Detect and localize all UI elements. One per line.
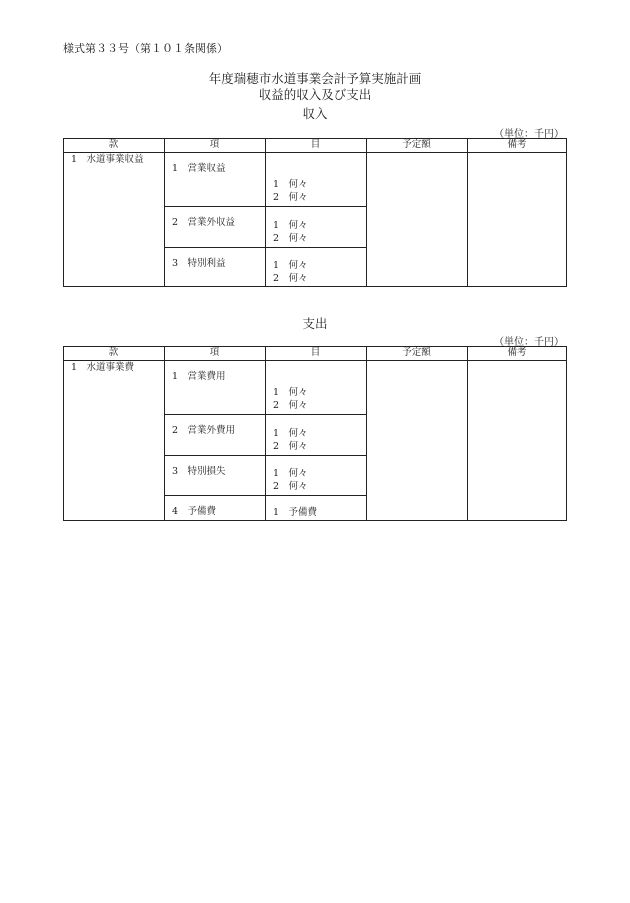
column-divider xyxy=(467,346,468,521)
kou-label: 1 営業費用 xyxy=(172,371,226,382)
column-header-moku: 目 xyxy=(310,139,321,150)
kou-label: 2 営業外費用 xyxy=(172,425,236,436)
column-header-kan: 款 xyxy=(108,347,119,358)
moku-label: 1 何々 xyxy=(273,468,308,479)
moku-label: 1 何々 xyxy=(273,179,308,190)
group-divider xyxy=(164,247,366,248)
moku-label: 1 何々 xyxy=(273,260,308,271)
form-number: 様式第３３号（第１０１条関係） xyxy=(63,42,228,55)
kou-label: 2 営業外収益 xyxy=(172,217,236,228)
moku-label: 1 何々 xyxy=(273,428,308,439)
expense-heading: 支出 xyxy=(302,316,328,331)
column-divider xyxy=(164,138,165,287)
expense-unit-label: （単位：千円） xyxy=(494,337,564,348)
header-divider xyxy=(63,360,567,361)
document-subtitle: 収益的収入及び支出 xyxy=(258,87,372,102)
group-divider xyxy=(164,455,366,456)
income-table xyxy=(63,138,567,287)
column-header-amount: 予定額 xyxy=(402,139,431,150)
income-heading: 収入 xyxy=(302,106,328,121)
group-divider xyxy=(164,495,366,496)
kou-label: 4 予備費 xyxy=(172,506,217,517)
moku-label: 1 何々 xyxy=(273,387,308,398)
header-divider xyxy=(63,152,567,153)
moku-label: 1 予備費 xyxy=(273,507,318,518)
kou-label: 3 特別利益 xyxy=(172,258,226,269)
moku-label: 2 何々 xyxy=(273,192,308,203)
moku-label: 2 何々 xyxy=(273,273,308,284)
column-header-kou: 項 xyxy=(209,139,220,150)
column-divider xyxy=(467,138,468,287)
expense-table xyxy=(63,346,567,521)
income-unit-label: （単位：千円） xyxy=(494,129,564,140)
moku-label: 2 何々 xyxy=(273,233,308,244)
column-header-kan: 款 xyxy=(108,139,119,150)
column-header-amount: 予定額 xyxy=(402,347,431,358)
column-header-remarks: 備考 xyxy=(507,139,527,150)
kou-label: 1 営業収益 xyxy=(172,163,226,174)
column-divider xyxy=(265,138,266,287)
column-divider xyxy=(366,346,367,521)
moku-label: 2 何々 xyxy=(273,481,308,492)
moku-label: 2 何々 xyxy=(273,441,308,452)
kan-label: 1 水道事業費 xyxy=(71,362,135,373)
column-header-kou: 項 xyxy=(209,347,220,358)
column-header-moku: 目 xyxy=(310,347,321,358)
group-divider xyxy=(164,206,366,207)
moku-label: 2 何々 xyxy=(273,400,308,411)
column-divider xyxy=(366,138,367,287)
group-divider xyxy=(164,414,366,415)
document-title: 年度瑞穂市水道事業会計予算実施計画 xyxy=(208,71,422,86)
kan-label: 1 水道事業収益 xyxy=(71,154,144,165)
moku-label: 1 何々 xyxy=(273,220,308,231)
kou-label: 3 特別損失 xyxy=(172,466,226,477)
column-header-remarks: 備考 xyxy=(507,347,527,358)
